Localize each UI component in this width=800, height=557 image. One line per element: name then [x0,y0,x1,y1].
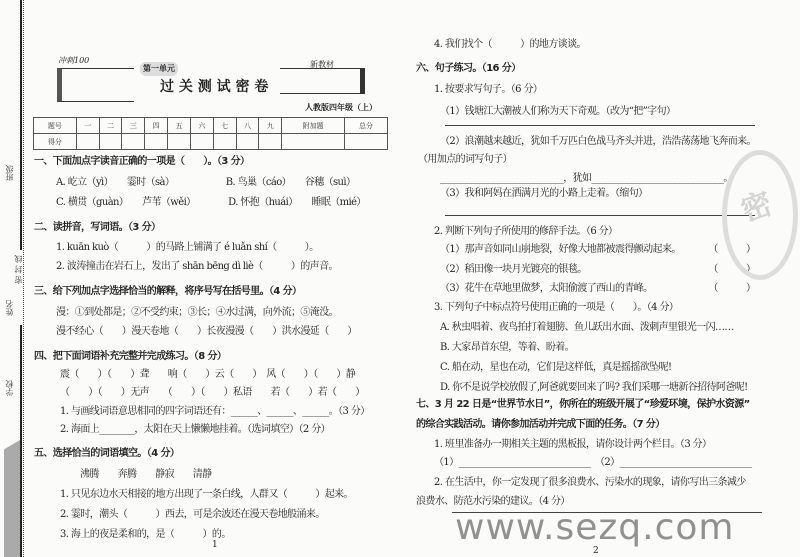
score-cell[interactable] [190,134,213,150]
question-line: 1. 只见东边水天相接的地方出现了一条白线，人群又（ ）起来。 [60,489,353,500]
question-line: ____________________________，犹如______________________________。 [440,173,733,184]
section-heading: 六、句子练习。（16 分） [416,63,521,74]
table-header-cell: 四 [145,118,168,134]
score-cell[interactable] [259,134,282,150]
score-cell[interactable] [99,134,122,150]
unit-label: 第一单元 [140,62,178,76]
score-cell[interactable] [122,134,145,150]
question-line: （用加点的词写句子） [418,154,512,165]
table-header-cell: 题号 [34,118,77,134]
question-line: （3）花牛在草地里做梦，太阳偷渡了西山的青峰。 （ ） [440,283,756,294]
table-header-cell: 一 [76,118,99,134]
question-line: 1. kuān kuò（ ）的马路上铺满了 é luǎn shí（ ）。 [56,242,319,253]
score-cell[interactable] [282,134,345,150]
page-title: 过 关 测 试 密 卷 [160,79,269,95]
table-header-cell: 总分 [345,118,388,134]
question-line: （1）钱塘江大潮被人们称为天下奇观。（改为“把”字句） [440,106,676,117]
section-heading: 三、给下列加点字选择恰当的解释，将序号写在括号里。（4 分） [34,286,302,297]
question-line: （3）我和阿妈在洒满月光的小路上走着。（缩句） [440,188,648,199]
edition-label: 人教版四年级（上） [305,103,377,112]
new-textbook-label: 新教材 [310,60,334,69]
question-line: 1. 与画线词语意思相同的四字词语还有：______、______、______。（3 分） [60,406,370,417]
binding-margin [0,0,28,557]
question-line: 4. 我们找个（ ）的地方谈谈。 [434,39,586,50]
answer-line [445,215,755,216]
table-header-cell: 附加题 [282,118,345,134]
answer-line [445,125,755,126]
page-number-2: 2 [593,546,599,556]
question-line: （2）浪潮越来越近，犹如千万匹白色战马齐头并进，浩浩荡荡地飞奔而来。 [440,136,756,147]
question-line: 2. 波涛撞击在岩石上，发出了 shān bēng dì liè（ ）的声音。 [56,261,338,272]
name-field-label: 姓名 [5,300,14,316]
question-line: D. 你不是说学校放假了,阿爸就要回来了吗? 我们采哪一塘新谷招待阿爸呢! [440,382,748,393]
score-cell[interactable] [213,134,236,150]
table-header-cell: 八 [236,118,259,134]
question-line: 震（ ）（ ）聋 响（ ）云（ ） 风（ ）（ ）静 [60,369,356,380]
score-cell[interactable] [236,134,259,150]
score-cell[interactable] [145,134,168,150]
score-label: 得分 [34,134,77,150]
question-line: 浪费水、防范水污染的建议。（4 分） [416,496,570,507]
question-line: （ ）（ ）无声 （ ）（ ）私语 若（ ）若（ ） [60,387,365,398]
seal-line-label: 密 封 线 [14,255,23,285]
table-header-cell: 九 [259,118,282,134]
question-line: A. 屹立（yì） 霎时（sà） B. 鸟巢（cáo） 谷穗（suì） [56,177,356,188]
section-heading: 一、下面加点字读音正确的一项是（ ）。（3 分） [34,156,250,167]
question-line: 3. 海上的夜是柔和的，是（ ）的。 [60,529,231,540]
header-frame-left [57,68,134,102]
page-number-1: 1 [212,540,218,550]
section-heading: 四、把下面词语补充完整并完成练习。（8 分） [34,351,227,362]
watermark: www.sezq.com [455,507,735,548]
brand-logo: 冲刺100 [58,56,90,65]
seal-stamp-char: 密 [736,185,777,230]
score-cell[interactable] [345,134,388,150]
section-heading: 五、选择恰当的词语填空。（4 分） [34,448,180,459]
question-line: 漫：①到处都是；②不受约束；③长；④水过满，向外流；⑤淹没。 [56,307,338,318]
question-line: 沸腾 奔腾 静寂 清静 [80,469,212,480]
table-header-cell: 七 [213,118,236,134]
class-field-label: 班级 [5,165,14,181]
question-line: A. 秋虫唱着、夜鸟拍打着翅膀、鱼儿跃出水面、泼刺声里银光一闪…… [440,322,734,333]
section-heading: 七、3 月 22 日是“世界节水日”，你所在的班级开展了“珍爱环境，保护水资源” [416,399,750,410]
divider [20,0,22,250]
margin-shade [4,440,20,557]
question-line: （1）______________________________ （2）______________________________ [434,457,752,468]
question-line: （2）稻田像一块月光镀亮的银毯。 （ ） [440,264,756,275]
question-line: 1. 按要求写句子。（6 分） [434,84,543,95]
question-line: 3. 下列句子中标点符号使用正确的一项是（ ）。（4 分） [434,302,679,313]
question-line: 1. 班里准备办一期相关主题的黑板报，请你设计两个栏目。（3 分） [434,439,712,450]
question-line: 2. 判断下列句子所使用的修辞手法。（6 分） [434,226,618,237]
question-line: C. 横贯（guàn） 芦苇（wěi） D. 怀抱（huái） 睡眠（mié） [56,197,366,208]
question-line: 2. 在生活中，你一定发现了很多浪费水、污染水的现象，请你写出三条减少 [434,477,746,488]
question-line: 2. 海面上________，太阳在天上懒懒地挂着。（选词填空）（2 分） [60,424,331,435]
table-header-cell: 五 [168,118,191,134]
question-line: 2. 霎时，潮头（ ）西去，可是余波还在漫天卷地般涌来。 [60,509,325,520]
table-header-cell: 三 [122,118,145,134]
question-line: C. 船在动，星也在动，它们是这样低，真是摇摇欲坠呢! [440,362,672,373]
question-line: 漫不经心（ ）漫天卷地（ ）长夜漫漫（ ）洪水漫延（ ） [56,326,357,337]
score-cell[interactable] [168,134,191,150]
school-field-label: 学校 [5,380,14,396]
table-header-cell: 二 [99,118,122,134]
section-heading: 二、读拼音，写词语。（3 分） [34,222,161,233]
section-heading: 的综合实践活动。请你参加活动并完成下面的任务。（7 分） [416,419,665,430]
score-table [33,117,388,150]
score-cell[interactable] [76,134,99,150]
question-line: B. 大家昂首东望，等着、盼着。 [440,342,575,353]
header-frame-right [280,68,365,94]
table-header-cell: 六 [190,118,213,134]
question-line: （1）那声音如同山崩地裂，好像大地都被震得颤动起来。 （ ） [440,244,756,255]
divider [20,325,22,557]
